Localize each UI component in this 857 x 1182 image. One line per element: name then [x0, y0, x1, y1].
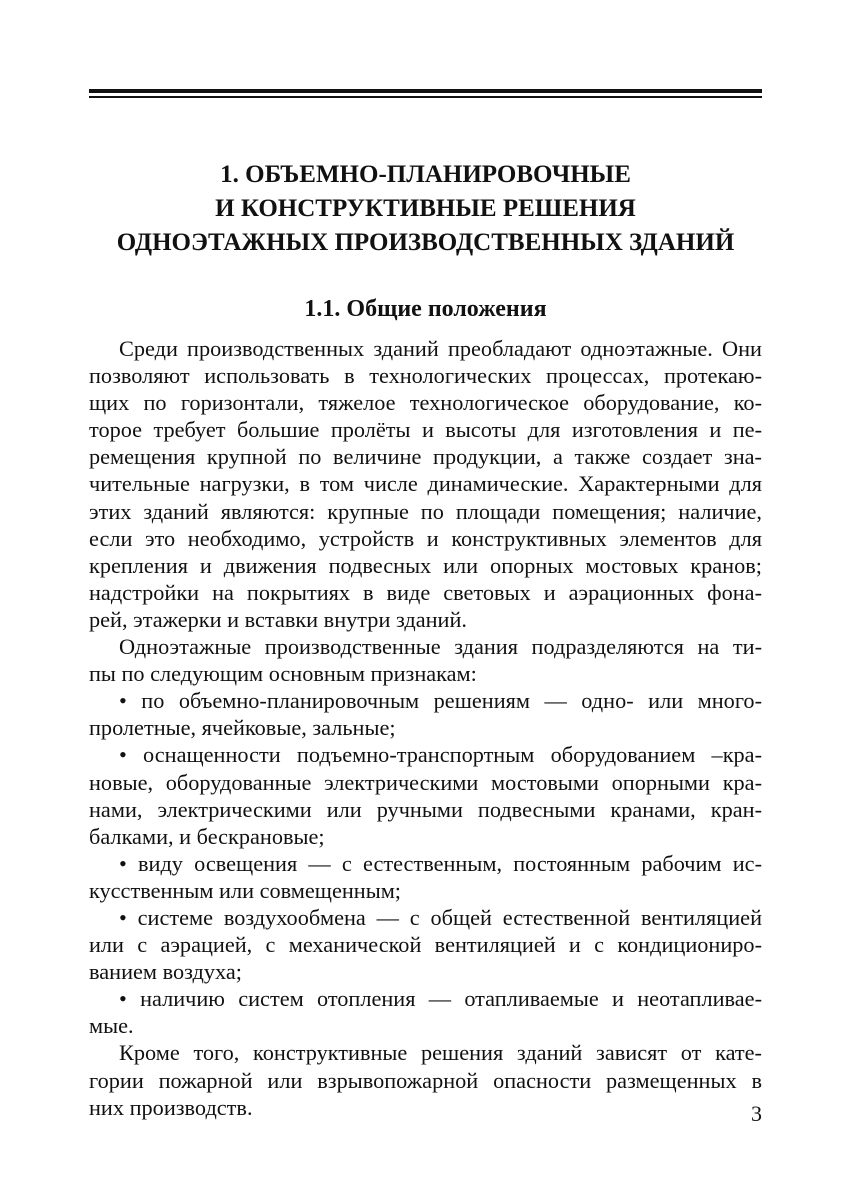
chapter-title: [89, 158, 762, 260]
chapter-title-line: И КОНСТРУКТИВНЫЕ РЕШЕНИЯ: [215, 195, 636, 222]
text-line: кусственным или совмещенным;: [89, 877, 402, 903]
paragraph-intro: [89, 335, 762, 633]
text-line: ванием воздуха;: [89, 959, 242, 985]
list-item: [89, 850, 762, 904]
header-rule-thin: [89, 96, 762, 98]
text-line: гории пожарной или взрывопожарной опасности размещенных в: [89, 1067, 762, 1093]
body-text: [89, 335, 762, 1121]
text-line: если это необходимо, устройств и конструктивных элементов для: [89, 525, 762, 551]
text-line: ремещения крупной по величине продукции, а также создает зна-: [89, 444, 762, 470]
text-line: • виду освещения — с естественным, постоянным рабочим ис-: [119, 850, 762, 876]
text-line: • оснащенности подъемно-транспортным оборудованием –кра-: [119, 742, 762, 768]
chapter-title-line: 1. ОБЪЕМНО-ПЛАНИРОВОЧНЫЕ: [220, 161, 631, 188]
text-line: Кроме того, конструктивные решения зданий зависят от кате-: [119, 1040, 762, 1066]
text-line: балками, и бескрановые;: [89, 823, 325, 849]
text-line: • системе воздухообмена — с общей естественной вентиляцией: [119, 904, 762, 930]
list-item: [89, 687, 762, 741]
text-line: щих по горизонтали, тяжелое технологическое оборудование, ко-: [89, 390, 762, 416]
text-line: рей, этажерки и вставки внутри зданий.: [89, 606, 467, 632]
text-line: них производств.: [89, 1094, 253, 1120]
text-line: нами, электрическими или ручными подвесными кранами, кран-: [89, 796, 762, 822]
text-line: этих зданий являются: крупные по площади помещения; наличие,: [89, 498, 762, 524]
text-line: торое требует большие пролёты и высоты для изготовления и пе-: [89, 417, 762, 443]
text-line: Одноэтажные производственные здания подразделяются на ти-: [119, 634, 762, 660]
list-item: [89, 904, 762, 985]
header-rule-thick: [89, 89, 762, 93]
text-line: позволяют использовать в технологических процессах, протекаю-: [89, 363, 762, 389]
page-number: 3: [751, 1101, 762, 1126]
section-title: 1.1. Общие положения: [304, 296, 547, 322]
text-line: пролетные, ячейковые, зальные;: [89, 715, 396, 741]
text-line: новые, оборудованные электрическими мостовыми опорными кра-: [89, 769, 762, 795]
text-line: • по объемно-планировочным решениям — одно- или много-: [119, 688, 762, 714]
text-line: или с аэрацией, с механической вентиляцией и с кондициониро-: [89, 932, 762, 958]
text-line: • наличию систем отопления — отапливаемые и неотапливае-: [119, 986, 762, 1012]
text-line: крепления и движения подвесных или опорных мостовых кранов;: [89, 552, 762, 578]
text-line: Среди производственных зданий преобладают одноэтажные. Они: [119, 336, 762, 361]
list-item: [89, 985, 762, 1039]
text-line: мые.: [89, 1013, 134, 1039]
classification-list: [89, 687, 762, 1039]
text-line: чительные нагрузки, в том числе динамические. Характерными для: [89, 471, 762, 497]
text-line: пы по следующим основным признакам:: [89, 661, 477, 687]
list-item: [89, 741, 762, 849]
paragraph-conclusion: [89, 1039, 762, 1120]
chapter-title-line: ОДНОЭТАЖНЫХ ПРОИЗВОДСТВЕННЫХ ЗДАНИЙ: [116, 229, 735, 256]
text-line: надстройки на покрытиях в виде световых и аэрационных фона-: [89, 579, 762, 605]
paragraph-types: [89, 633, 762, 687]
